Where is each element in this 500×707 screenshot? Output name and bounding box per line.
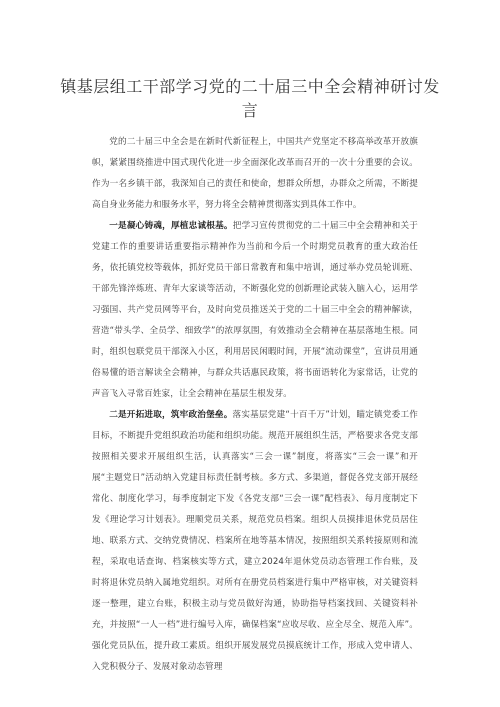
paragraph-section-1-lead: 一是凝心铸魂，厚植忠诚根基。 [109, 221, 233, 231]
paragraph-section-2 [92, 405, 418, 678]
paragraph-intro-text: 党的二十届三中全会是在新时代新征程上，中国共产党坚定不移高举改革开放旗帜，紧紧围绕推进中国式现代化进一步全面深化改革而召开的一次十分重要的会议。作为一名乡镇干部，我深知自己的责任和使命，想群众所想，办群众之所需，不断提高自身业务能力和服务水平，努力将全会精神贯彻落实到具体工作中。 [92, 137, 418, 210]
document-title: 镇基层组工干部学习党的二十届三中全会精神研讨发言 [60, 77, 440, 120]
document-body [92, 132, 418, 678]
paragraph-section-2-lead: 二是开拓进取，筑牢政治堡垒。 [109, 410, 233, 420]
paragraph-section-1 [92, 216, 418, 405]
paragraph-section-1-text: 把学习宣传贯彻党的二十届三中全会精神和关于党建工作的重要讲话重要指示精神作为当前和今后一个时期党员教育的重大政治任务，依托镇党校等载体，抓好党员干部日常教育和集中培训，通过举办党员轮训班、干部先锋淬炼班、青年大家谈等活动，不断强化党的创新理论武装入脑入心，运用学习强国、共产党员网等平台，及时向党员推送关于党的二十届三中全会的精神解读，营造“带头学、全员学、细致学”的浓厚氛围，有效推动全会精神在基层落地生根。同时，组织包联党员干部深入小区，利用居民闲暇时间，开展“流动课堂”，宣讲员用通俗易懂的语言解读全会精神，与群众共话惠民政策，将书面语转化为家常话，让党的声音飞入寻常百姓家，让全会精神在基层生根发芽。 [92, 221, 418, 399]
paragraph-section-2-text: 落实基层党建“十百千万”计划，瞄定镇党委工作目标，不断提升党组织政治功能和组织功能。规范开展组织生活，严格要求各党支部按照相关要求开展组织生活，认真落实“三会一课”制度，将落实“三会一课”和开展“主题党日”活动纳入党建目标责任制考核。多方式、多渠道，督促各党支部开展经常化、制度化学习，每季度制定下发《各党支部“三会一课”配档表》、每月度制定下发《理论学习计划表》。理顺党员关系，规范党员档案。组织人员摸排退休党员居住地、联系方式、交纳党费情况、档案所在地等基本情况，按照组织关系转接原则和流程，采取电话查询、档案核实等方式，建立2024年退休党员动态管理工作台账，及时将退休党员纳入属地党组织。对所有在册党员档案进行集中严格审核，对关键资料逐一整理，建立台账，积极主动与党员做好沟通，协助指导档案找回、关键资料补充，并按照“一人一档”进行编号入库，确保档案“应收尽收、应全尽全、规范入库”。强化党员队伍，提升政工素质。组织开展发展党员摸底统计工作，形成入党申请人、入党积极分子、发展对象动态管理 [92, 410, 418, 672]
paragraph-intro [92, 132, 418, 216]
